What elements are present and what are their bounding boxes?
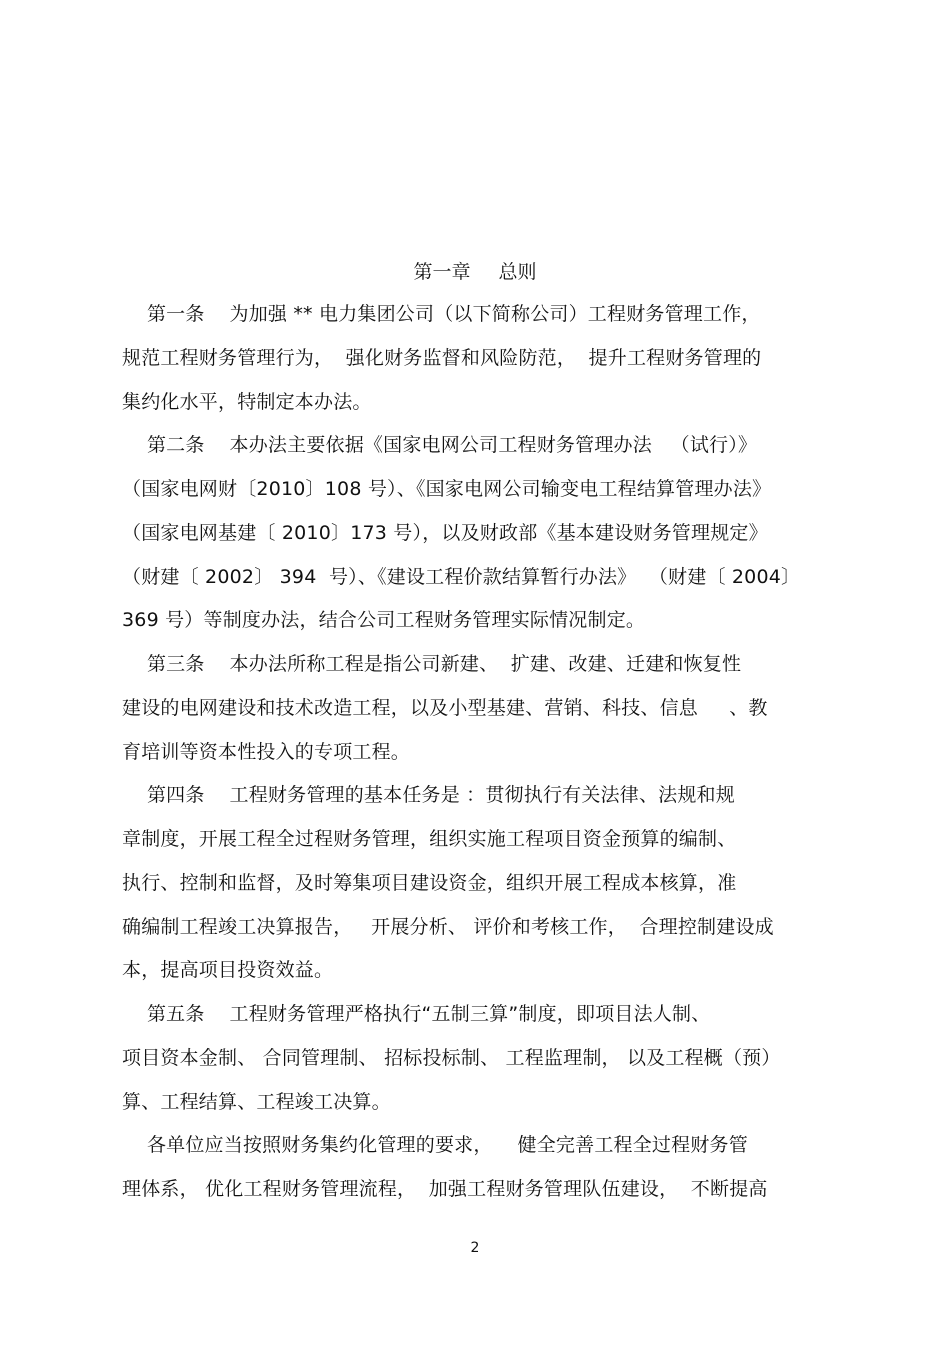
text-line: 第五条 工程财务管理严格执行“五制三算”制度，即项目法人制、 <box>122 1003 711 1025</box>
chapter-title <box>0 258 950 286</box>
text-line: 算、工程结算、工程竣工决算。 <box>122 1091 391 1113</box>
text-line: 规范工程财务管理行为， 强化财务监督和风险防范， 提升工程财务管理的 <box>122 347 762 369</box>
text-line: 执行、控制和监督，及时筹集项目建设资金，组织开展工程成本核算，准 <box>122 872 737 894</box>
text-line: 各单位应当按照财务集约化管理的要求， 健全完善工程全过程财务管 <box>122 1134 748 1156</box>
text-line: 第三条 本办法所称工程是指公司新建、 扩建、改建、迁建和恢复性 <box>122 653 742 675</box>
text-line: 章制度，开展工程全过程财务管理，组织实施工程项目资金预算的编制、 <box>122 828 737 850</box>
chapter-name: 总则 <box>498 261 537 283</box>
text-line: 理体系， 优化工程财务管理流程， 加强工程财务管理队伍建设， 不断提高 <box>122 1178 768 1200</box>
text-line: 确编制工程竣工决算报告， 开展分析、 评价和考核工作， 合理控制建设成 <box>122 916 774 938</box>
text-line: （国家电网基建〔 2010〕173 号），以及财政部《基本建设财务管理规定》 <box>122 522 768 544</box>
text-line: 369 号）等制度办法，结合公司工程财务管理实际情况制定。 <box>122 609 646 631</box>
text-line: 第四条 工程财务管理的基本任务是 ：贯彻执行有关法律、法规和规 <box>122 784 735 806</box>
text-line: 建设的电网建设和技术改造工程，以及小型基建、营销、科技、信息 、教 <box>122 697 768 719</box>
text-line: （财建〔 2002〕 394 号）、《建设工程价款结算暂行办法》 （财建〔 2004〕 <box>122 566 801 588</box>
chapter-number: 第一章 <box>413 261 471 283</box>
page-number: 2 <box>470 1240 480 1256</box>
text-line: 项目资本金制、 合同管理制、 招标投标制、 工程监理制， 以及工程概（预） <box>122 1047 781 1069</box>
text-line: 第一条 为加强 ** 电力集团公司（以下简称公司）工程财务管理工作， <box>122 303 761 325</box>
text-line: 育培训等资本性投入的专项工程。 <box>122 741 411 763</box>
text-line: 本，提高项目投资效益。 <box>122 959 334 981</box>
text-line: 第二条 本办法主要依据《国家电网公司工程财务管理办法 （试行）》 <box>122 434 758 456</box>
text-line: 集约化水平，特制定本办法。 <box>122 391 372 413</box>
text-line: （国家电网财〔2010〕108 号）、《国家电网公司输变电工程结算管理办法》 <box>122 478 772 500</box>
